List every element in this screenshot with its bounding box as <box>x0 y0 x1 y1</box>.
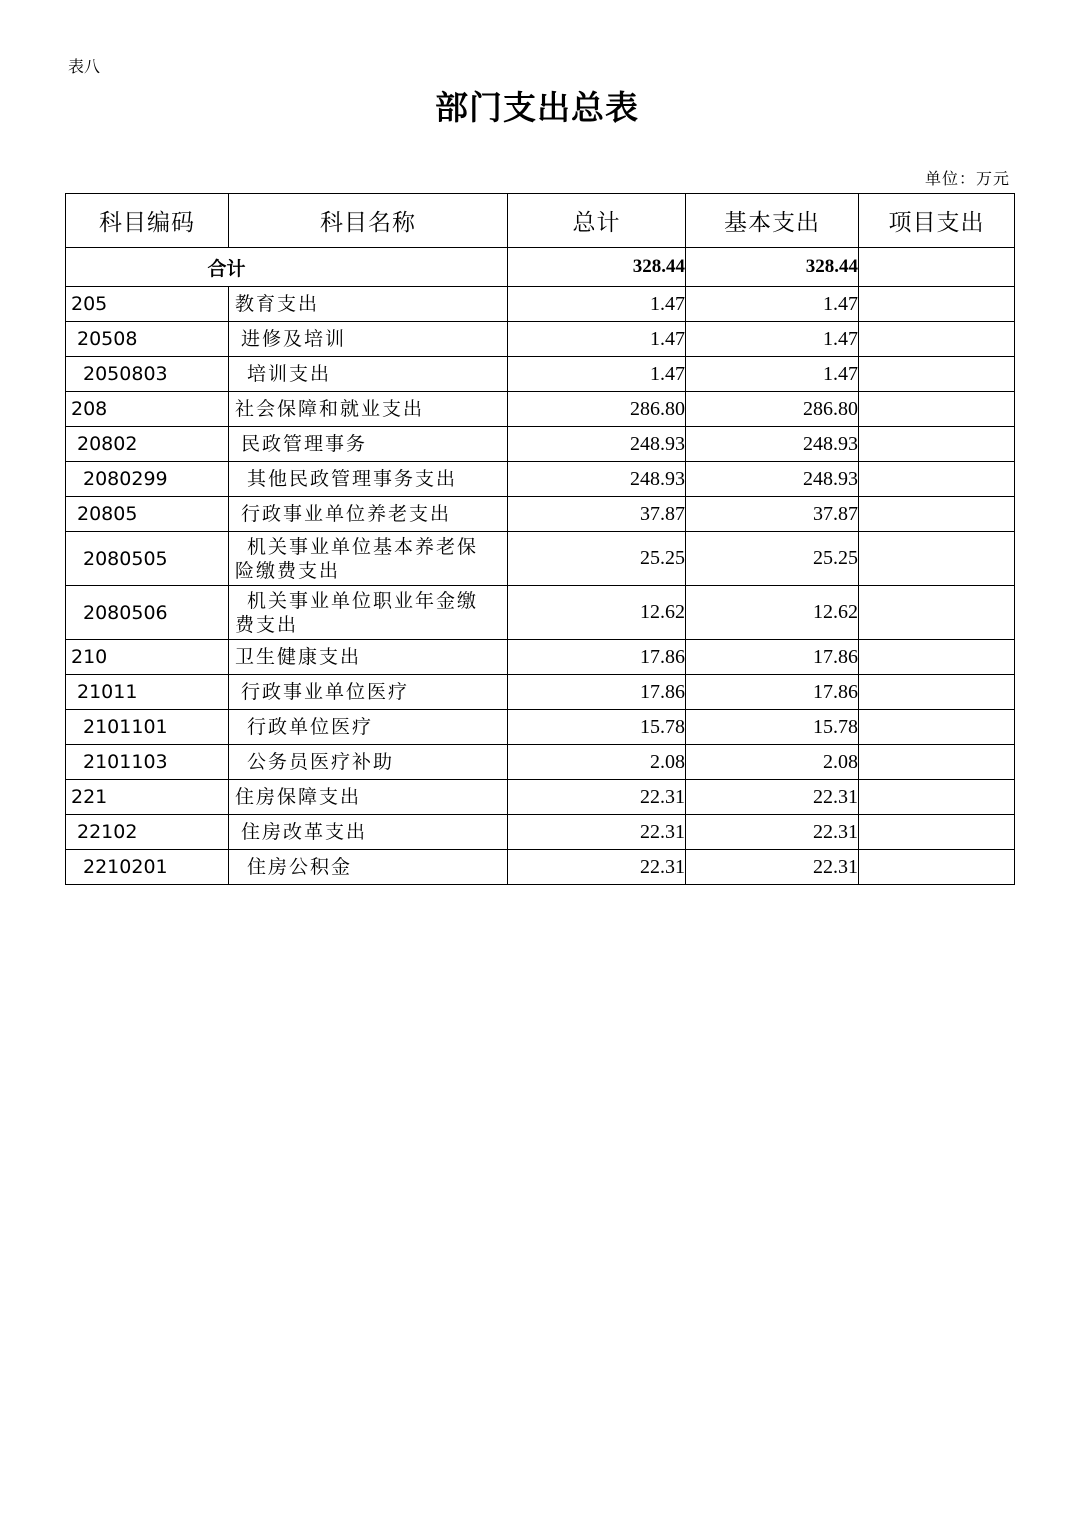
row-total: 17.86 <box>508 640 686 675</box>
row-total: 248.93 <box>508 427 686 462</box>
row-code: 2050803 <box>66 357 229 392</box>
row-project <box>859 850 1015 885</box>
total-project <box>859 248 1015 287</box>
table-row <box>66 675 1015 710</box>
row-total: 22.31 <box>508 815 686 850</box>
table-row <box>66 815 1015 850</box>
row-name: 住房公积金 <box>229 850 508 885</box>
row-code: 210 <box>66 640 229 675</box>
row-basic: 286.80 <box>686 392 859 427</box>
row-basic: 22.31 <box>686 780 859 815</box>
row-total: 248.93 <box>508 462 686 497</box>
row-code: 2210201 <box>66 850 229 885</box>
row-basic: 22.31 <box>686 850 859 885</box>
row-basic: 1.47 <box>686 357 859 392</box>
row-basic: 2.08 <box>686 745 859 780</box>
table-row <box>66 322 1015 357</box>
table-row <box>66 287 1015 322</box>
row-total: 37.87 <box>508 497 686 532</box>
row-basic: 25.25 <box>686 532 859 586</box>
table-row <box>66 427 1015 462</box>
row-code: 20805 <box>66 497 229 532</box>
row-project <box>859 462 1015 497</box>
row-total: 1.47 <box>508 322 686 357</box>
row-code: 20802 <box>66 427 229 462</box>
row-project <box>859 532 1015 586</box>
row-name-line1: 机关事业单位基本养老保 <box>247 535 479 558</box>
row-name: 行政事业单位医疗 <box>229 675 508 710</box>
row-basic: 22.31 <box>686 815 859 850</box>
table-row <box>66 497 1015 532</box>
row-total: 286.80 <box>508 392 686 427</box>
table-row <box>66 745 1015 780</box>
row-name: 住房改革支出 <box>229 815 508 850</box>
row-name: 行政单位医疗 <box>229 710 508 745</box>
row-code: 2080299 <box>66 462 229 497</box>
row-project <box>859 780 1015 815</box>
row-name: 培训支出 <box>229 357 508 392</box>
row-name: 社会保障和就业支出 <box>229 392 508 427</box>
total-amount: 328.44 <box>508 248 686 287</box>
row-name: 行政事业单位养老支出 <box>229 497 508 532</box>
row-code: 208 <box>66 392 229 427</box>
row-project <box>859 675 1015 710</box>
row-project <box>859 427 1015 462</box>
row-total: 2.08 <box>508 745 686 780</box>
row-code: 205 <box>66 287 229 322</box>
row-code: 2101101 <box>66 710 229 745</box>
row-total: 12.62 <box>508 586 686 640</box>
column-header-name: 科目名称 <box>229 194 508 248</box>
row-code: 20508 <box>66 322 229 357</box>
row-name: 进修及培训 <box>229 322 508 357</box>
row-total: 22.31 <box>508 780 686 815</box>
row-basic: 17.86 <box>686 640 859 675</box>
row-name: 教育支出 <box>229 287 508 322</box>
row-code: 21011 <box>66 675 229 710</box>
row-basic: 1.47 <box>686 287 859 322</box>
row-total: 15.78 <box>508 710 686 745</box>
column-header-code: 科目编码 <box>66 194 229 248</box>
row-basic: 12.62 <box>686 586 859 640</box>
total-basic: 328.44 <box>686 248 859 287</box>
column-header-basic: 基本支出 <box>686 194 859 248</box>
table-row <box>66 392 1015 427</box>
row-name-line2: 费支出 <box>235 613 299 636</box>
row-name: 住房保障支出 <box>229 780 508 815</box>
row-code: 2101103 <box>66 745 229 780</box>
table-row <box>66 586 1015 640</box>
table-row <box>66 357 1015 392</box>
row-name <box>229 532 508 586</box>
page-title: 部门支出总表 <box>435 88 639 127</box>
column-header-total: 总计 <box>508 194 686 248</box>
total-label: 合计 <box>66 248 508 287</box>
row-name: 其他民政管理事务支出 <box>229 462 508 497</box>
table-row <box>66 640 1015 675</box>
row-code: 2080505 <box>66 532 229 586</box>
row-project <box>859 497 1015 532</box>
table-row <box>66 850 1015 885</box>
row-name-line1: 机关事业单位职业年金缴 <box>247 589 479 612</box>
row-project <box>859 640 1015 675</box>
row-code: 221 <box>66 780 229 815</box>
row-name-line2: 险缴费支出 <box>235 559 341 582</box>
table-number-label: 表八 <box>68 57 101 76</box>
row-project <box>859 710 1015 745</box>
row-total: 25.25 <box>508 532 686 586</box>
row-project <box>859 357 1015 392</box>
row-project <box>859 287 1015 322</box>
column-header-project: 项目支出 <box>859 194 1015 248</box>
row-name <box>229 586 508 640</box>
table-row <box>66 710 1015 745</box>
row-basic: 248.93 <box>686 427 859 462</box>
row-project <box>859 745 1015 780</box>
row-name: 民政管理事务 <box>229 427 508 462</box>
unit-label: 单位：万元 <box>924 169 1010 188</box>
row-name: 公务员医疗补助 <box>229 745 508 780</box>
table-row <box>66 780 1015 815</box>
row-code: 22102 <box>66 815 229 850</box>
row-name: 卫生健康支出 <box>229 640 508 675</box>
row-basic: 37.87 <box>686 497 859 532</box>
total-row <box>66 248 1015 287</box>
row-total: 1.47 <box>508 287 686 322</box>
row-basic: 15.78 <box>686 710 859 745</box>
table-header-row <box>66 194 1015 248</box>
row-project <box>859 815 1015 850</box>
row-total: 22.31 <box>508 850 686 885</box>
row-basic: 1.47 <box>686 322 859 357</box>
row-project <box>859 392 1015 427</box>
row-project <box>859 586 1015 640</box>
expenditure-table <box>65 193 1015 885</box>
row-basic: 248.93 <box>686 462 859 497</box>
table-row <box>66 532 1015 586</box>
row-basic: 17.86 <box>686 675 859 710</box>
row-code: 2080506 <box>66 586 229 640</box>
row-project <box>859 322 1015 357</box>
row-total: 17.86 <box>508 675 686 710</box>
table-row <box>66 462 1015 497</box>
row-total: 1.47 <box>508 357 686 392</box>
